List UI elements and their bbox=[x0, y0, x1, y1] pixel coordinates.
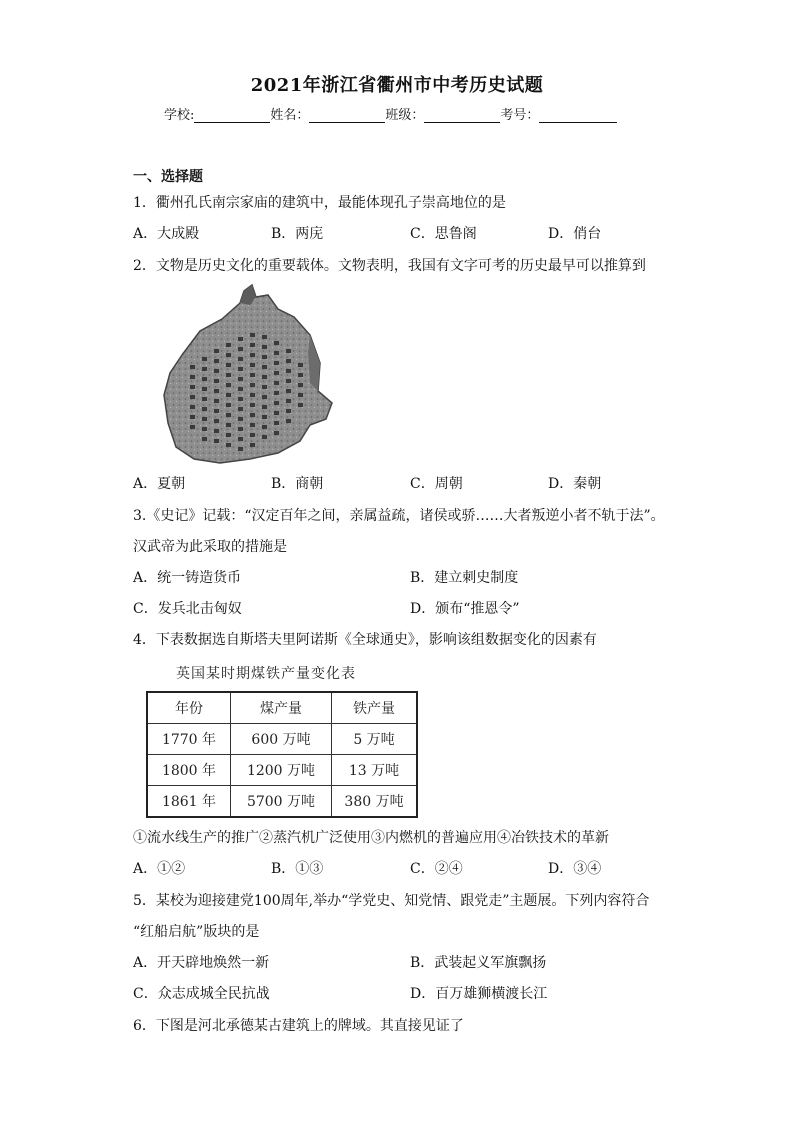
table-caption: 英国某时期煤铁产量变化表 bbox=[176, 666, 356, 682]
question-5-stem-line-2: “红船启航”版块的是 bbox=[133, 924, 260, 940]
class-field[interactable] bbox=[424, 108, 500, 123]
question-6-stem: 6．下图是河北承德某古建筑上的牌域。其直接见证了 bbox=[133, 1018, 464, 1034]
q5-option-d[interactable]: D．百万雄狮横渡长江 bbox=[410, 986, 548, 1002]
q4-option-a[interactable]: A．①② bbox=[133, 861, 186, 877]
q5-option-a[interactable]: A．开天辟地焕然一新 bbox=[133, 955, 270, 971]
q3-option-d[interactable]: D．颁布“推恩令” bbox=[410, 601, 520, 617]
q3-option-a[interactable]: A．统一铸造货币 bbox=[133, 570, 242, 586]
table-header-row bbox=[147, 692, 417, 724]
q4-option-c[interactable]: C．②④ bbox=[410, 861, 463, 877]
q2-option-c[interactable]: C．周朝 bbox=[410, 476, 463, 492]
question-3-stem-line-1: 3.《史记》记载：“汉定百年之间，亲属益疏，诸侯或骄……大者叛逆小者不轨于法”。 bbox=[133, 508, 665, 524]
question-2-stem: 2．文物是历史文化的重要载体。文物表明，我国有文字可考的历史最早可以推算到 bbox=[133, 258, 646, 274]
q2-option-b[interactable]: B．商朝 bbox=[271, 476, 324, 492]
school-label: 学校: bbox=[164, 108, 195, 123]
school-field[interactable] bbox=[194, 108, 270, 123]
q3-option-b[interactable]: B．建立刺史制度 bbox=[410, 570, 519, 586]
cell-year: 1861 年 bbox=[147, 786, 231, 818]
oracle-bone-artifact-image bbox=[160, 283, 360, 469]
question-5-stem-line-1: 5．某校为迎接建党100周年,举办“学党史、知党情、跟党走”主题展。下列内容符合 bbox=[133, 893, 650, 909]
name-field[interactable] bbox=[309, 108, 385, 123]
cell-year: 1770 年 bbox=[147, 724, 231, 755]
cell-iron: 13 万吨 bbox=[332, 755, 418, 786]
class-label: 班级： bbox=[385, 108, 425, 123]
q2-option-d[interactable]: D．秦朝 bbox=[548, 476, 602, 492]
q5-option-c[interactable]: C．众志成城全民抗战 bbox=[133, 986, 270, 1002]
cell-iron: 5 万吨 bbox=[332, 724, 418, 755]
cell-coal: 600 万吨 bbox=[231, 724, 332, 755]
header-year: 年份 bbox=[147, 692, 231, 724]
section-heading: 一、选择题 bbox=[133, 169, 203, 185]
q1-option-a[interactable]: A．大成殿 bbox=[133, 226, 200, 242]
q4-option-d[interactable]: D．③④ bbox=[548, 861, 602, 877]
cell-coal: 1200 万吨 bbox=[231, 755, 332, 786]
header-coal: 煤产量 bbox=[231, 692, 332, 724]
q2-option-a[interactable]: A．夏朝 bbox=[133, 476, 186, 492]
q1-option-d[interactable]: D．俏台 bbox=[548, 226, 602, 242]
table-row bbox=[147, 786, 417, 818]
name-label: 姓名： bbox=[270, 108, 310, 123]
q4-option-b[interactable]: B．①③ bbox=[271, 861, 324, 877]
q3-option-c[interactable]: C．发兵北击匈奴 bbox=[133, 601, 242, 617]
table-row bbox=[147, 755, 417, 786]
question-1-stem: 1．衢州孔氏南宗家庙的建筑中，最能体现孔子崇高地位的是 bbox=[133, 195, 506, 211]
q1-option-c[interactable]: C．思鲁阁 bbox=[410, 226, 477, 242]
cell-iron: 380 万吨 bbox=[332, 786, 418, 818]
cell-coal: 5700 万吨 bbox=[231, 786, 332, 818]
question-3-stem-line-2: 汉武帝为此采取的措施是 bbox=[133, 539, 287, 555]
header-iron: 铁产量 bbox=[332, 692, 418, 724]
question-4-stem: 4．下表数据选自斯塔夫里阿诺斯《全球通史》，影响该组数据变化的因素有 bbox=[133, 632, 597, 648]
exam-number-label: 考号： bbox=[500, 108, 540, 123]
question-4-statements: ①流水线生产的推广②蒸汽机广泛使用③内燃机的普遍应用④冶铁技术的革新 bbox=[133, 830, 609, 846]
exam-number-field[interactable] bbox=[539, 108, 617, 123]
table-row bbox=[147, 724, 417, 755]
q5-option-b[interactable]: B．武装起义军旗飘扬 bbox=[410, 955, 547, 971]
q1-option-b[interactable]: B．两庑 bbox=[271, 226, 324, 242]
page-title: 2021年浙江省衢州市中考历史试题 bbox=[250, 75, 544, 96]
cell-year: 1800 年 bbox=[147, 755, 231, 786]
student-info-line bbox=[164, 104, 617, 123]
coal-iron-table bbox=[146, 691, 418, 818]
